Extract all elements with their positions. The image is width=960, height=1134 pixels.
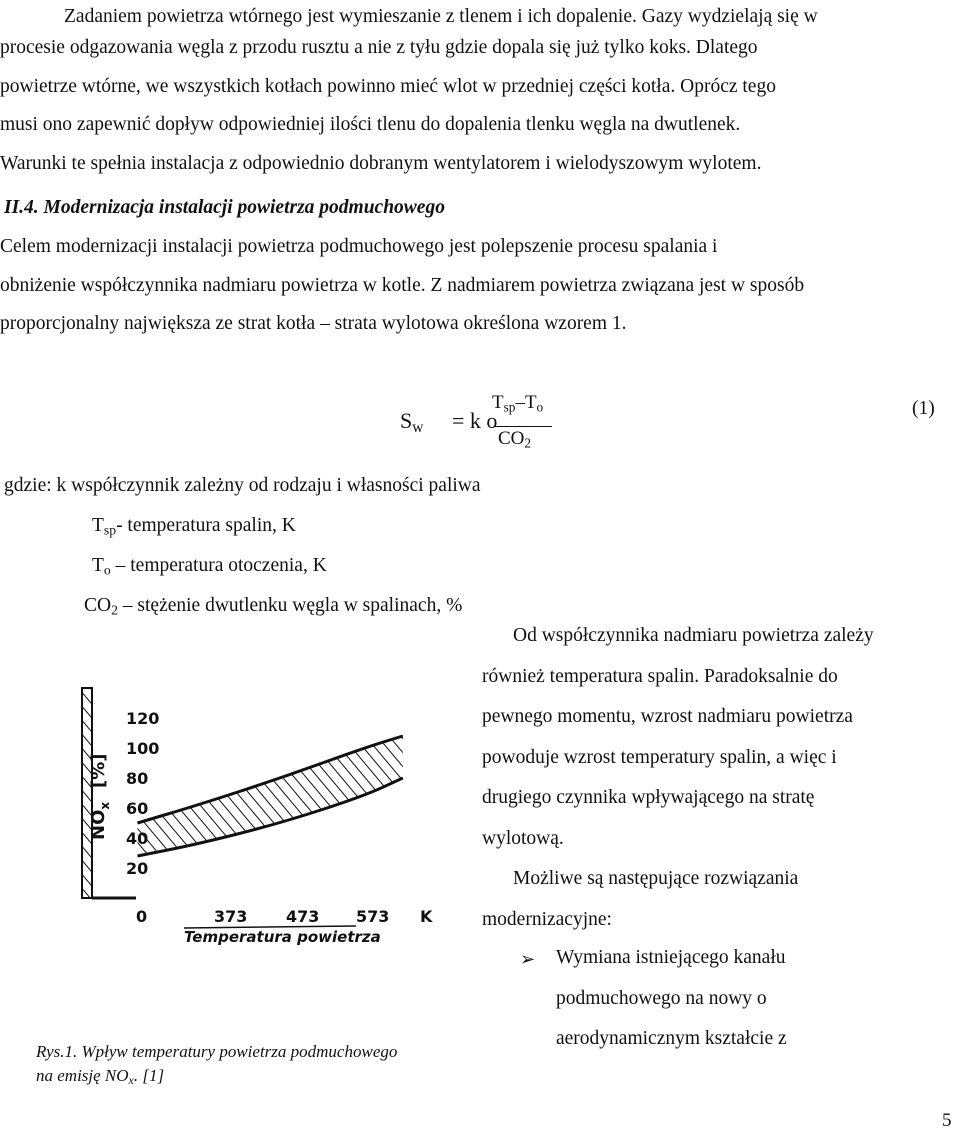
text-line: Od współczynnika nadmiaru powietrza zależy: [513, 625, 874, 646]
y-axis-unit: [%]: [88, 753, 109, 788]
x-tick-label: K: [420, 907, 433, 926]
page-number: 5: [942, 1110, 952, 1131]
right-column-text: [482, 616, 874, 940]
nox-temperature-chart: [66, 660, 446, 950]
y-tick-label: 120: [126, 709, 160, 728]
eq-numerator: $T_{sp}-T_o$: [492, 392, 544, 415]
definition-to: $T_o$ – temperatura otoczenia, K: [92, 555, 327, 578]
text-line: modernizacyjne:: [482, 908, 612, 930]
y-tick-label: 100: [126, 739, 160, 758]
x-tick-label: 373: [214, 907, 248, 926]
chart-band: [137, 736, 402, 856]
bullet-line: podmuchowego na nowy o: [556, 987, 767, 1009]
y-tick-label: 60: [126, 799, 149, 818]
definition-tsp: $T_{sp}-$ temperatura spalin, K: [92, 515, 296, 538]
y-tick-label: 40: [126, 829, 149, 848]
x-tick-label: 0: [136, 907, 148, 926]
text-line: również temperatura spalin. Paradoksalnie do: [482, 665, 838, 687]
x-tick-labels: [136, 907, 433, 926]
paragraph-mid: [0, 228, 804, 344]
text-line: Zadaniem powietrza wtórnego jest wymieszanie z tlenem i ich dopalenie. Gazy wydzielają się w: [64, 6, 818, 27]
y-axis-label: $NO_x$: [88, 801, 112, 840]
text-line: powoduje wzrost temperatury spalin, a więc i: [482, 746, 837, 768]
x-tick-label: 473: [286, 907, 320, 926]
equation: [400, 392, 600, 466]
y-tick-label: 20: [126, 859, 149, 878]
text-line: pewnego momentu, wzrost nadmiaru powietrza: [482, 706, 853, 727]
caption-line-2: na emisję $NO_x$. [1]: [36, 1066, 165, 1087]
text-line: obniżenie współczynnika nadmiaru powietrza w kotle. Z nadmiarem powietrza związana jest w sposób: [0, 274, 805, 296]
eq-lhs: $S_w$: [400, 408, 424, 436]
bullet-line: Wymiana istniejącego kanału: [556, 947, 786, 968]
caption-line-1: Rys.1. Wpływ temperatury powietrza podmuchowego: [36, 1042, 398, 1061]
section-heading: II.4. Modernizacja instalacji powietrza podmuchowego: [4, 197, 445, 218]
text-line: powietrze wtórne, we wszystkich kotłach powinno mieć wlot w przedniej części kotła. Oprócz tego: [0, 75, 776, 97]
arrow-bullet-icon: ➢: [520, 949, 536, 970]
definition-intro: gdzie: k współczynnik zależny od rodzaju i własności paliwa: [4, 475, 481, 496]
text-line: Celem modernizacji instalacji powietrza podmuchowego jest polepszenie procesu spalania i: [0, 236, 718, 257]
eq-operator: = k o: [452, 408, 498, 433]
bullet-list: [520, 938, 787, 1060]
bullet-line: aerodynamicznym kształcie z: [556, 1028, 787, 1049]
definition-co2: $CO_2$ – stężenie dwutlenku węgla w spalinach, %: [84, 595, 463, 618]
text-line: Możliwe są następujące rozwiązania: [513, 868, 799, 889]
paragraph-top-cont: [0, 29, 776, 183]
text-line: drugiego czynnika wpływającego na stratę: [482, 787, 815, 808]
x-tick-label: 573: [356, 907, 390, 926]
eq-denominator: $CO_2$: [498, 428, 532, 451]
text-line: wylotową.: [482, 827, 564, 849]
text-line: proporcjonalny największa ze strat kotła – strata wylotowa określona wzorem 1.: [0, 313, 627, 334]
y-tick-label: 80: [126, 769, 149, 788]
eq-fraction-bar: [494, 426, 552, 427]
text-line: procesie odgazowania węgla z przodu rusztu a nie z tyłu gdzie dopala się już tylko koks. Dlatego: [0, 37, 758, 58]
definitions: [4, 466, 481, 626]
y-axis-hatch: [82, 688, 92, 898]
text-line: musi ono zapewnić dopływ odpowiedniej ilości tlenu do dopalenia tlenku węgla na dwutlenek.: [0, 114, 741, 135]
equation-number: (1): [912, 398, 935, 419]
x-axis-label: Temperatura powietrza: [184, 928, 381, 946]
figure-caption: [36, 1040, 397, 1092]
text-line: Warunki te spełnia instalacja z odpowiednio dobranym wentylatorem i wielodyszowym wylotem.: [0, 152, 762, 174]
